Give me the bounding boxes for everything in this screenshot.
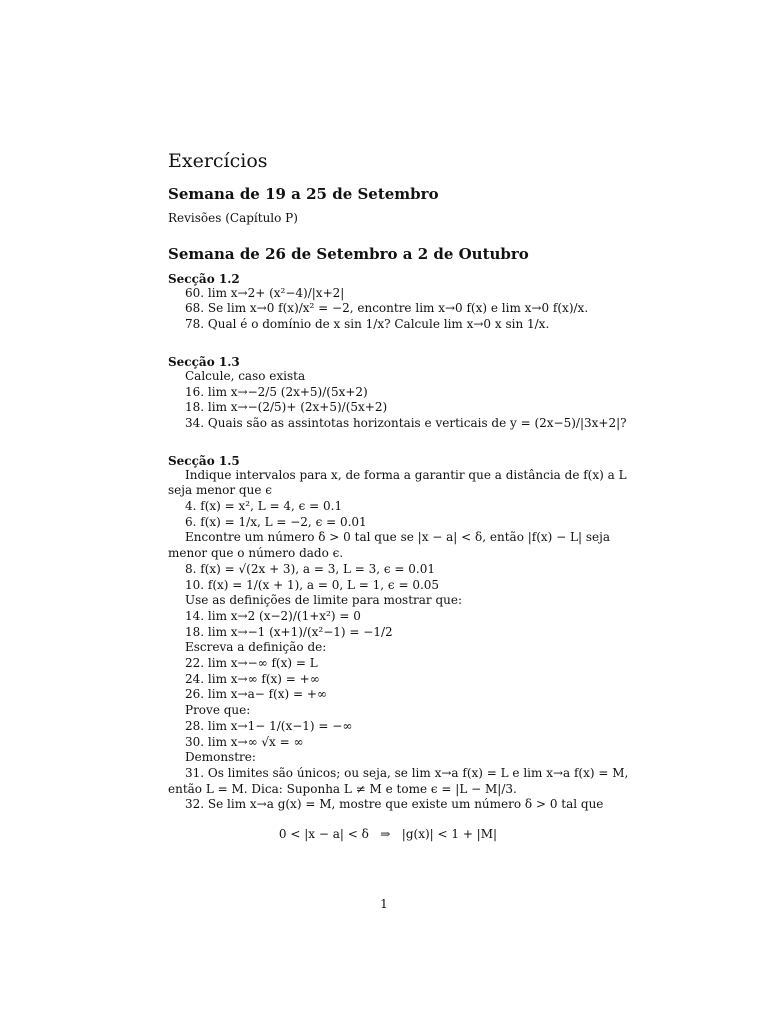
exercise-line: então L = M. Dica: Suponha L ≠ M e tome ϵ = |L − M|/3. (168, 781, 517, 796)
exercise-line: 18. lim x→−1 (x+1)/(x²−1) = −1/2 (185, 624, 393, 639)
page-number: 1 (380, 897, 388, 911)
exercise-line: 24. lim x→∞ f(x) = +∞ (185, 671, 320, 686)
week-1-heading: Semana de 19 a 25 de Setembro (168, 185, 439, 203)
exercise-line: 8. f(x) = √(2x + 3), a = 3, L = 3, ϵ = 0.01 (185, 561, 436, 576)
exercise-line: Encontre um número δ > 0 tal que se |x − a| < δ, então |f(x) − L| seja (185, 530, 610, 545)
exercise-line: Calcule, caso exista (185, 368, 306, 383)
page-title: Exercícios (168, 150, 268, 172)
exercise-line: menor que o número dado ϵ. (168, 546, 344, 561)
exercise-line: 26. lim x→a− f(x) = +∞ (185, 687, 327, 702)
exercise-line: 30. lim x→∞ √x = ∞ (185, 734, 304, 749)
exercise-line: 34. Quais são as assintotas horizontais e verticais de y = (2x−5)/|3x+2|? (185, 415, 627, 430)
exercise-line: 28. lim x→1− 1/(x−1) = −∞ (185, 718, 353, 733)
exercise-line: Escreva a definição de: (185, 640, 327, 655)
exercise-line: 22. lim x→−∞ f(x) = L (185, 656, 318, 671)
exercise-line: Use as definições de limite para mostrar que: (185, 593, 463, 608)
exercise-line: 14. lim x→2 (x−2)/(1+x²) = 0 (185, 608, 361, 623)
section-1-3-heading: Secção 1.3 (168, 354, 240, 369)
exercise-line: 6. f(x) = 1/x, L = −2, ϵ = 0.01 (185, 514, 367, 529)
document-body (168, 150, 629, 843)
week-1-text: Revisões (Capítulo P) (168, 211, 298, 225)
exercise-line: 4. f(x) = x², L = 4, ϵ = 0.1 (185, 499, 343, 514)
exercise-line: 31. Os limites são únicos; ou seja, se lim x→a f(x) = L e lim x→a f(x) = M, (185, 765, 629, 780)
exercise-line: Prove que: (185, 703, 251, 718)
exercise-line: 60. lim x→2+ (x²−4)/|x+2| (185, 285, 345, 300)
exercise-line: 18. lim x→−(2/5)+ (2x+5)/(5x+2) (185, 400, 388, 415)
exercise-line: 68. Se lim x→0 f(x)/x² = −2, encontre lim x→0 f(x) e lim x→0 f(x)/x. (185, 301, 589, 316)
week-2-heading: Semana de 26 de Setembro a 2 de Outubro (168, 244, 529, 263)
exercise-line: seja menor que ϵ (168, 483, 272, 498)
exercise-line: Indique intervalos para x, de forma a garantir que a distância de f(x) a L (185, 467, 627, 482)
exercise-line: 10. f(x) = 1/(x + 1), a = 0, L = 1, ϵ = 0.05 (185, 577, 440, 592)
exercise-line: 16. lim x→−2/5 (2x+5)/(5x+2) (185, 384, 368, 399)
section-1-5-heading: Secção 1.5 (168, 453, 240, 468)
exercise-line: 32. Se lim x→a g(x) = M, mostre que existe um número δ > 0 tal que (185, 797, 604, 812)
exercise-line: Demonstre: (185, 750, 256, 765)
display-equation: 0 < |x − a| < δ ⇒ |g(x)| < 1 + |M| (278, 827, 498, 842)
exercise-line: 78. Qual é o domínio de x sin 1/x? Calcule lim x→0 x sin 1/x. (185, 317, 550, 332)
section-1-2-heading: Secção 1.2 (168, 271, 240, 286)
